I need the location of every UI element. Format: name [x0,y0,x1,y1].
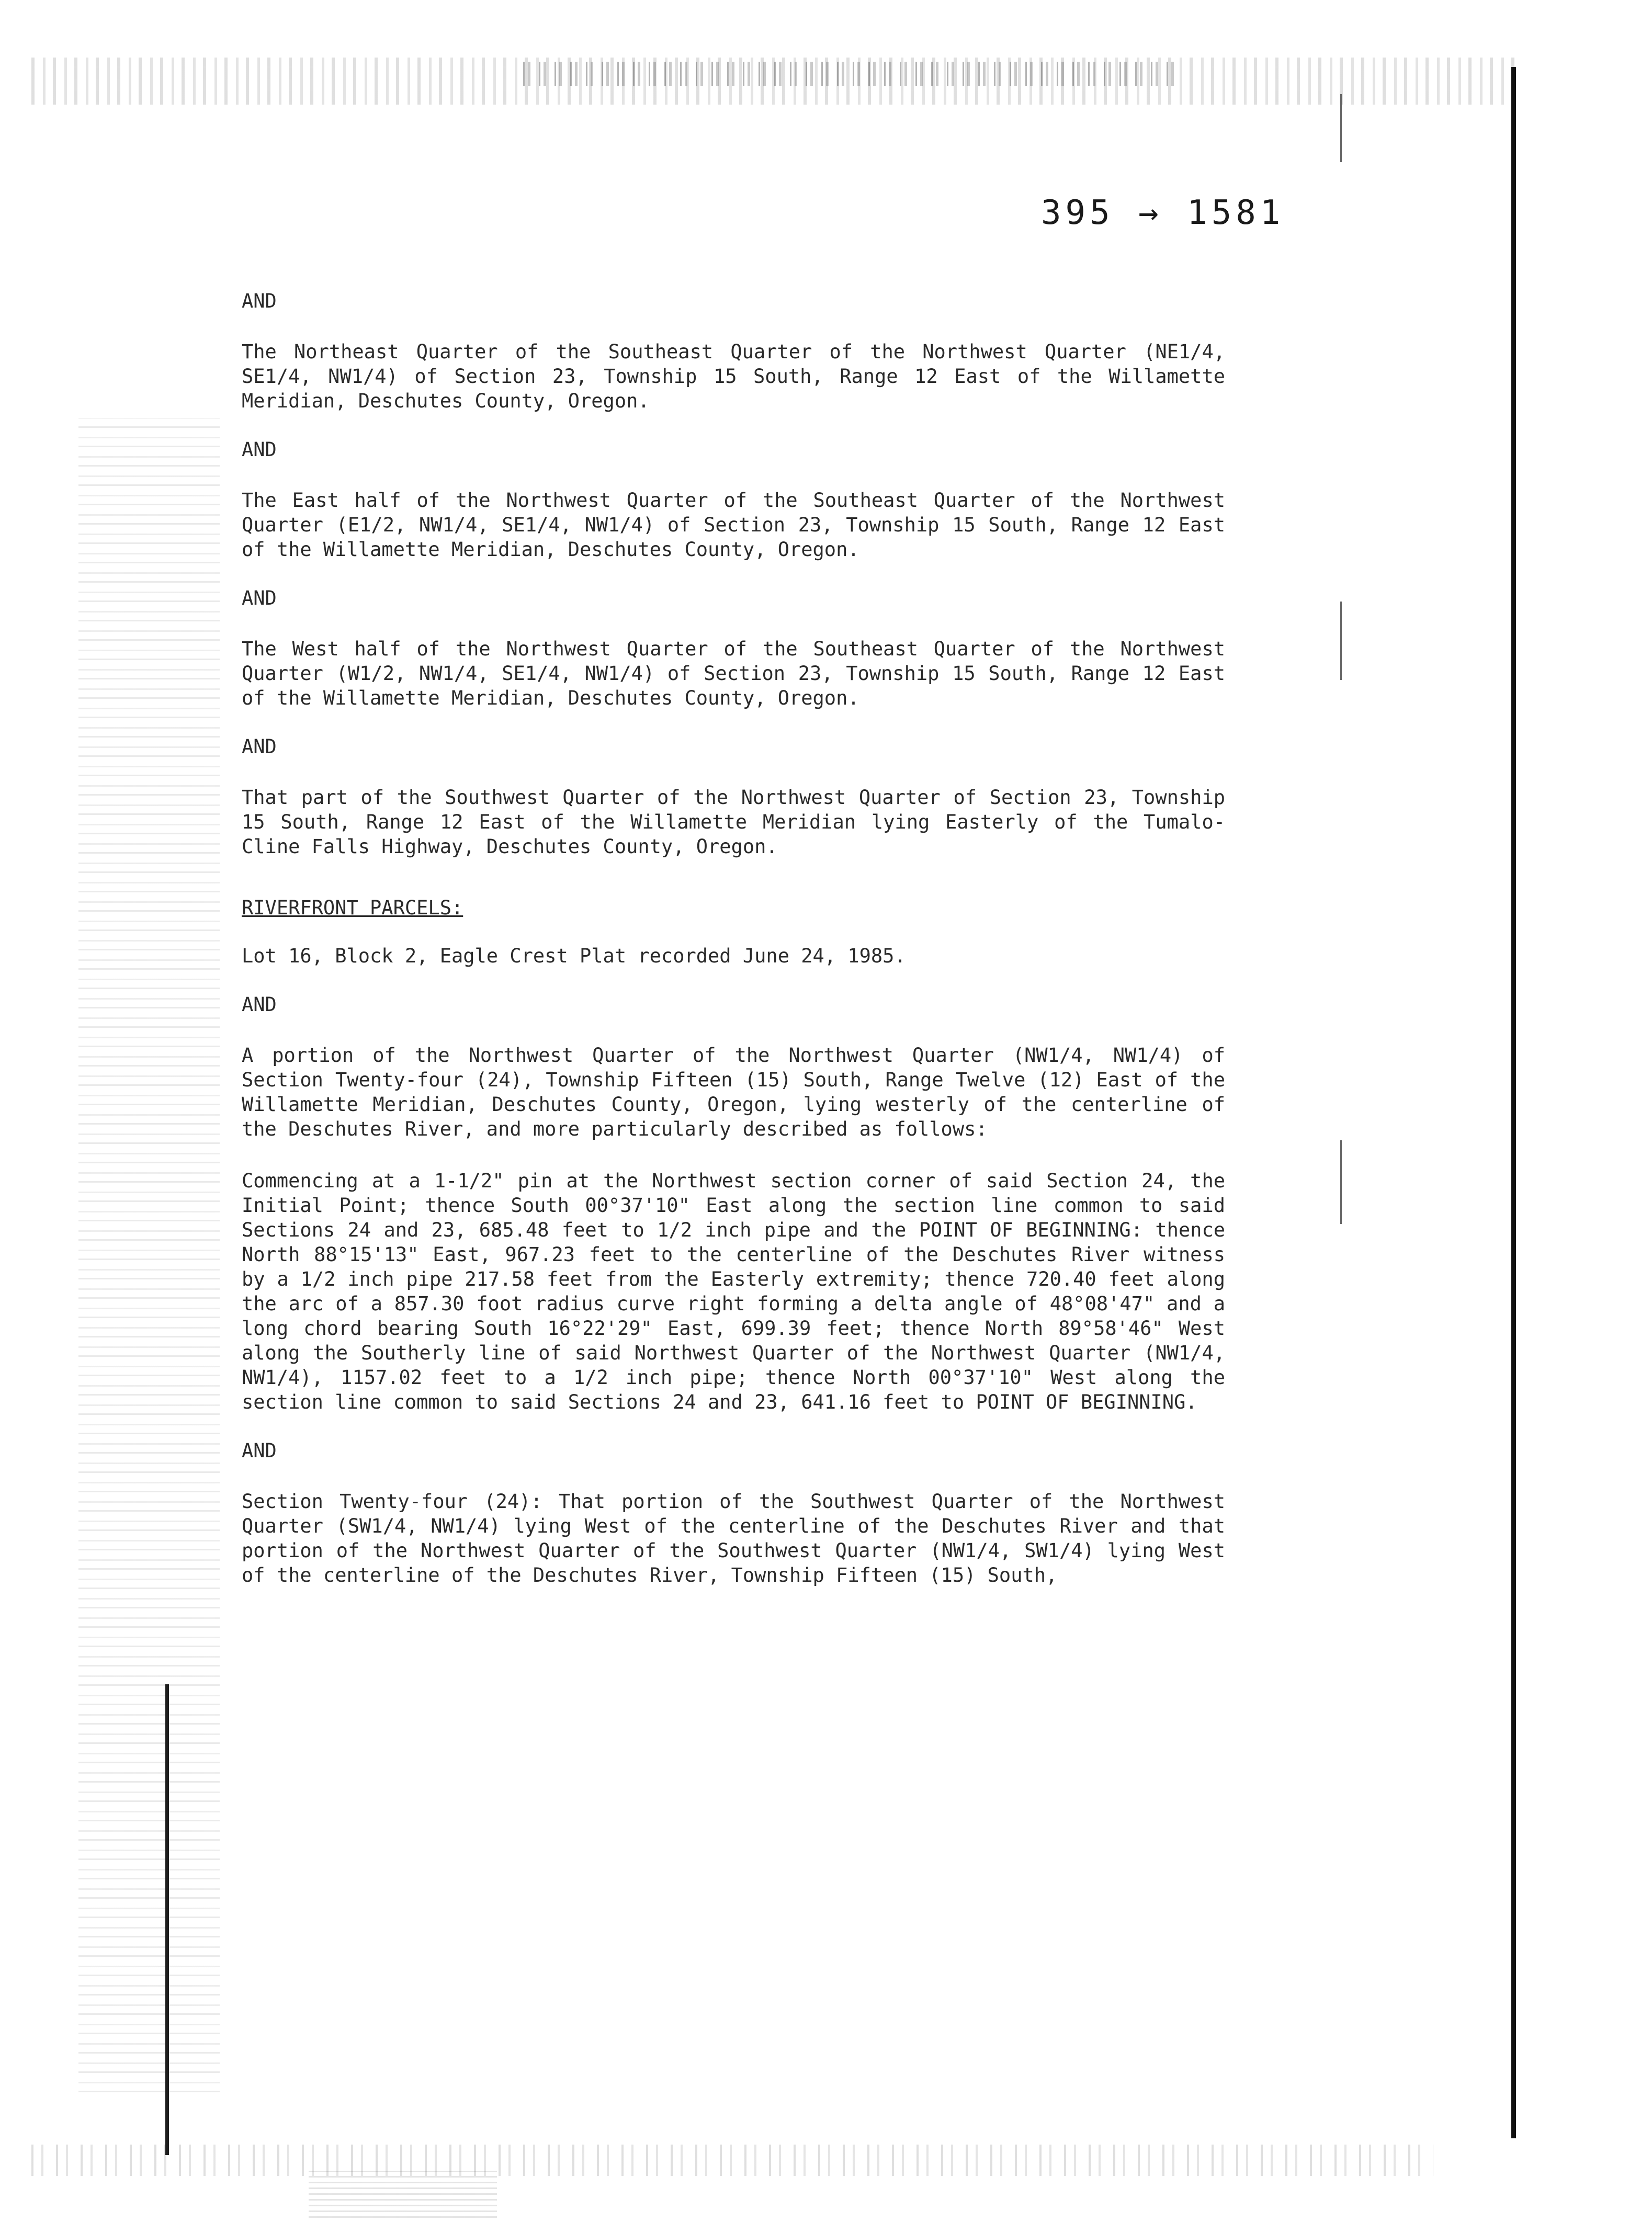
paragraph-west-half: The West half of the Northwest Quarter of the Southeast Quarter of the Northwest Quarter (W1/2, NW1/4, SE1/4, NW1/4) of Section 23, Township 15 South, Range 12 East of the Willamette Meridian, Deschutes County, Oregon. [242,638,1225,709]
paragraph-commencing: Commencing at a 1-1/2" pin at the Northwest section corner of said Section 24, the Initial Point; thence South 00°37'10" East along the section line common to said Sections 24 and 23, 685.48 feet to 1/2 inch pipe and the POINT OF BEGINNING: thence North 88°15'13" East, 967.23 feet to the centerline of the Deschutes River witness by a 1/2 inch pipe 217.58 feet from the Easterly extremity; thence 720.40 feet along the arc of a 857.30 foot radius curve right forming a delta angle of 48°08'47" and a long chord bearing South 16°22'29" East, 699.39 feet; thence North 89°58'46" West along the Southerly line of said Northwest Quarter of the Northwest Quarter (NW1/4, NW1/4), 1157.02 feet to a 1/2 inch pipe; thence North 00°37'10" West along the section line common to said Sections 24 and 23, 641.16 feet to POINT OF BEGINNING. [242,1170,1225,1413]
scan-noise-bottom-stub [309,2171,497,2218]
and-separator: AND [242,993,277,1016]
scan-mark [1340,1140,1342,1224]
lot-line: Lot 16, Block 2, Eagle Crest Plat recorded June 24, 1985. [242,945,906,967]
riverfront-heading: RIVERFRONT PARCELS: [242,897,463,919]
and-separator: AND [242,290,277,312]
paragraph-section-24: Section Twenty-four (24): That portion of the Southwest Quarter of the Northwest Quarter (SW1/4, NW1/4) lying West of the centerline of the Deschutes River and that portion of the Northwest Quarter of the Southwest Quarter (NW1/4, SW1/4) lying West of the centerline of the Deschutes River, Township Fifteen (15) South, [242,1490,1225,1586]
scan-edge-line-left [165,1684,169,2155]
scan-mark [1340,602,1342,680]
scan-edge-line-right [1511,67,1516,2138]
scan-noise-bottom [31,2145,1433,2176]
scan-noise-left [78,418,220,2092]
scan-mark [1340,94,1342,162]
page-number: 395 → 1581 [1041,194,1285,232]
and-separator: AND [242,438,277,461]
and-separator: AND [242,735,277,758]
paragraph-portion: A portion of the Northwest Quarter of the Northwest Quarter (NW1/4, NW1/4) of Section Twenty-four (24), Township Fifteen (15) South, Range Twelve (12) East of the Willamette Meridian, Deschutes County, Oregon, lying westerly of the centerline of the Deschutes River, and more particularly described as follows: [242,1044,1225,1140]
document-body [242,289,1225,1588]
and-separator: AND [242,1439,277,1462]
and-separator: AND [242,587,277,609]
scan-noise-top-dense [523,62,1177,86]
paragraph-ne-quarter: The Northeast Quarter of the Southeast Quarter of the Northwest Quarter (NE1/4, SE1/4, NW1/4) of Section 23, Township 15 South, Range 12 East of the Willamette Meridian, Deschutes County, Oregon. [242,341,1225,412]
paragraph-east-half: The East half of the Northwest Quarter of the Southeast Quarter of the Northwest Quarter (E1/2, NW1/4, SE1/4, NW1/4) of Section 23, Township 15 South, Range 12 East of the Willamette Meridian, Deschutes County, Oregon. [242,489,1225,561]
paragraph-southwest-part: That part of the Southwest Quarter of the Northwest Quarter of Section 23, Township 15 South, Range 12 East of the Willamette Meridian lying Easterly of the Tumalo-Cline Falls Highway, Deschutes County, Oregon. [242,786,1225,858]
